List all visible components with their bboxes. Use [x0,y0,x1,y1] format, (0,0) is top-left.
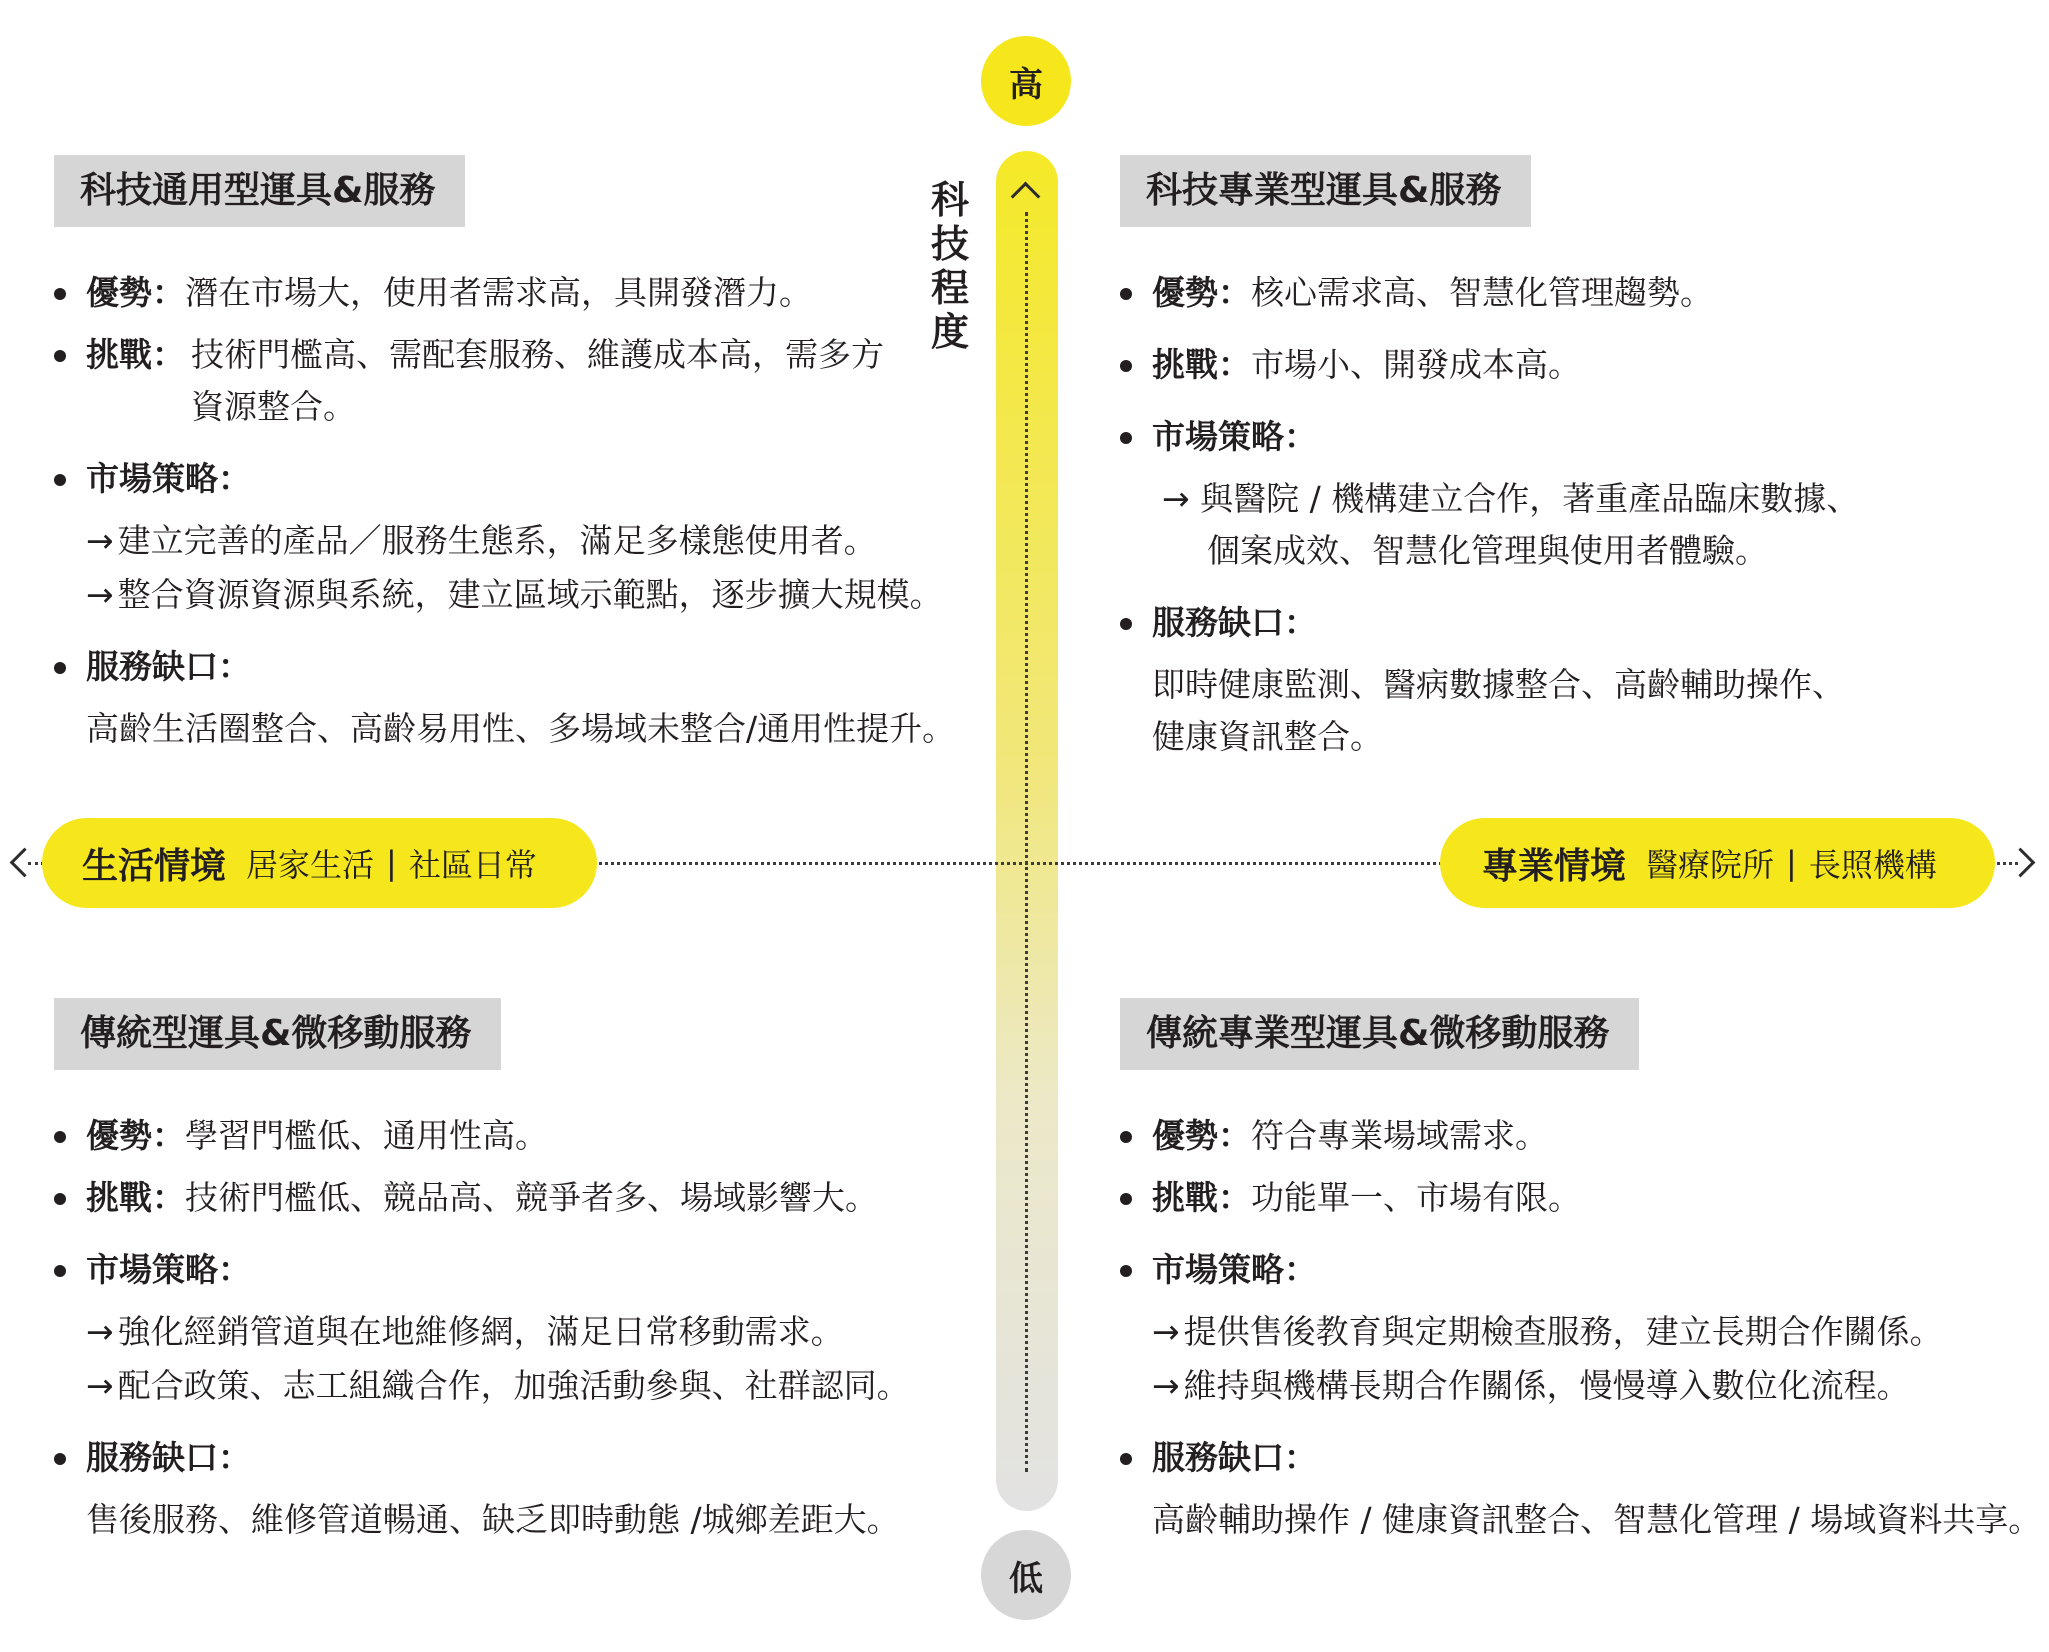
gap-label: 服務缺口： [1152,1438,1317,1477]
challenge-text: 功能單一、市場有限。 [1251,1178,1581,1217]
challenge-text: 技術門檻高、需配套服務、維護成本高，需多方資源整合。 [191,335,884,426]
pill-item: 居家生活 [246,846,375,884]
bullet-icon [54,1193,66,1205]
professional-context-pill [1440,818,1995,908]
gap-row [1120,597,2030,649]
strategy-row [1120,1244,2030,1296]
strategy-item [54,1306,964,1358]
strategy-item [1120,1360,2030,1412]
challenge-label: 挑戰： [1152,345,1251,384]
challenge-row [1120,1172,2030,1224]
quadrant-bottom-left [54,998,964,1546]
gap-row [54,641,964,693]
pill-item: 社區日常 [408,846,537,884]
quadrant-top-right [1120,155,2030,763]
bullet-icon [54,288,66,300]
vertical-axis-dotted-line [1025,212,1028,1472]
challenge-row [54,329,964,433]
advantage-text: 符合專業場域需求。 [1251,1116,1548,1155]
gap-text: 即時健康監測、醫病數據整合、高齡輔助操作、 [1152,665,1845,704]
challenge-text: 市場小、開發成本高。 [1251,345,1581,384]
arrow-right-icon: → [86,521,114,560]
gap-text: 高齡輔助操作 / 健康資訊整合、智慧化管理 / 場域資料共享。 [1152,1500,2042,1539]
gap-row [54,1432,964,1484]
bullet-icon [1120,1265,1132,1277]
axis-label-char: 程 [930,266,969,310]
strategy-text: 與醫院 / 機構建立合作，著重產品臨床數據、 [1200,479,1860,518]
advantage-row [54,267,964,319]
bullet-icon [1120,288,1132,300]
bullet-icon [54,1265,66,1277]
strategy-label: 市場策略： [86,1250,251,1289]
advantage-label: 優勢： [86,1116,185,1155]
arrow-right-icon: → [1162,479,1190,518]
chevron-left-icon [10,848,40,878]
pill-separator: | [386,844,397,882]
advantage-text: 潛在市場大，使用者需求高，具開發潛力。 [185,273,812,312]
strategy-text: 強化經銷管道與在地維修網，滿足日常移動需求。 [117,1312,844,1351]
challenge-row [54,1172,964,1224]
quadrant-top-left [54,155,964,755]
gap-row [1120,1432,2030,1484]
advantage-row [54,1110,964,1162]
bullet-icon [1120,360,1132,372]
axis-label-char: 度 [930,310,969,354]
life-context-pill [42,818,597,908]
strategy-label: 市場策略： [86,459,251,498]
challenge-text: 技術門檻低、競品高、競爭者多、場域影響大。 [185,1178,878,1217]
arrow-right-icon: → [86,1366,114,1405]
bullet-icon [54,662,66,674]
pill-item: 醫療院所 [1646,846,1775,884]
quadrant-title: 傳統專業型運具&微移動服務 [1120,998,1639,1070]
quadrant-title: 傳統型運具&微移動服務 [54,998,501,1070]
pill-item: 長照機構 [1808,846,1937,884]
strategy-item [54,515,964,567]
strategy-item [54,1360,964,1412]
strategy-text: 配合政策、志工組織合作，加強活動參與、社群認同。 [117,1366,910,1405]
strategy-row [54,1244,964,1296]
strategy-label: 市場策略： [1152,417,1317,456]
advantage-label: 優勢： [86,273,185,312]
chevron-right-icon [2006,848,2036,878]
arrow-right-icon: → [86,575,114,614]
gap-text: 售後服務、維修管道暢通、缺乏即時動態 /城鄉差距大。 [86,1500,900,1539]
quadrant-bottom-right [1120,998,2042,1546]
gap-text-continued: 健康資訊整合。 [1152,717,1383,756]
strategy-item [1120,1306,2030,1358]
advantage-label: 優勢： [1152,273,1251,312]
strategy-text: 整合資源資源與系統，建立區域示範點，逐步擴大規模。 [117,575,943,614]
arrow-right-icon: → [1152,1366,1180,1405]
bullet-icon [1120,1453,1132,1465]
quadrant-title: 科技通用型運具&服務 [54,155,465,227]
axis-label-char: 科 [930,178,969,222]
bullet-icon [1120,1131,1132,1143]
advantage-label: 優勢： [1152,1116,1251,1155]
challenge-label: 挑戰： [1152,1178,1251,1217]
bullet-icon [1120,618,1132,630]
pill-title: 專業情境 [1482,845,1627,887]
gap-label: 服務缺口： [1152,603,1317,642]
strategy-item [1120,473,2030,525]
advantage-row [1120,267,2030,319]
pill-title: 生活情境 [82,845,227,887]
advantage-row [1120,1110,2030,1162]
strategy-text-continued: 個案成效、智慧化管理與使用者體驗。 [1207,531,1768,570]
bullet-icon [54,1453,66,1465]
strategy-item [54,569,964,621]
strategy-text: 建立完善的產品／服務生態系，滿足多樣態使用者。 [117,521,877,560]
gap-label: 服務缺口： [86,1438,251,1477]
strategy-row [54,453,964,505]
axis-high-marker: 高 [981,36,1071,126]
challenge-label: 挑戰： [86,1178,185,1217]
arrow-right-icon: → [1152,1312,1180,1351]
gap-label: 服務缺口： [86,647,251,686]
advantage-text: 學習門檻低、通用性高。 [185,1116,548,1155]
strategy-label: 市場策略： [1152,1250,1317,1289]
bullet-icon [54,474,66,486]
arrow-right-icon: → [86,1312,114,1351]
pill-separator: | [1786,844,1797,882]
bullet-icon [1120,432,1132,444]
strategy-text: 維持與機構長期合作關係，慢慢導入數位化流程。 [1183,1366,1910,1405]
challenge-row [1120,339,2030,391]
bullet-icon [54,1131,66,1143]
strategy-row [1120,411,2030,463]
advantage-text: 核心需求高、智慧化管理趨勢。 [1251,273,1713,312]
gap-text: 高齡生活圈整合、高齡易用性、多場域未整合/通用性提升。 [86,709,956,748]
bullet-icon [1120,1193,1132,1205]
strategy-text: 提供售後教育與定期檢查服務，建立長期合作關係。 [1183,1312,1943,1351]
axis-low-marker: 低 [981,1530,1071,1620]
axis-label-char: 技 [930,222,969,266]
challenge-label: 挑戰： [86,335,185,374]
bullet-icon [54,350,66,362]
quadrant-title: 科技專業型運具&服務 [1120,155,1531,227]
